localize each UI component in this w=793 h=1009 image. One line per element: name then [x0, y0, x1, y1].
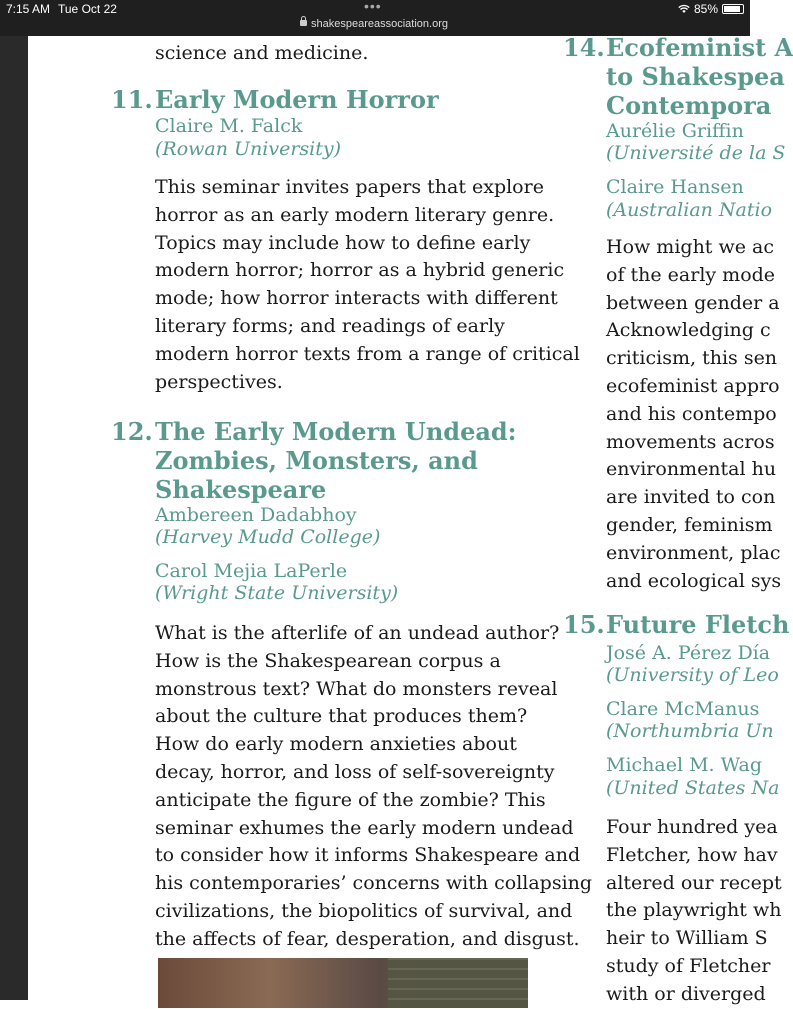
leader-affiliation: (United States Na: [606, 777, 780, 799]
lock-icon: [300, 20, 307, 26]
leader-affiliation: (Australian Natio: [606, 199, 773, 221]
leader-name: José A. Pérez Día: [606, 642, 771, 664]
top-fragment: science and medicine.: [155, 42, 369, 64]
more-dots-icon[interactable]: •••: [364, 0, 382, 14]
left-edge-bar: [0, 36, 28, 1000]
seminar-description: Four hundred yea Fletcher, how hav altered our recept the playwright wh heir to William S study of Fletcher with or diverged: [606, 816, 782, 1005]
leader-affiliation: (Harvey Mudd College): [155, 526, 381, 548]
leader-name: Ambereen Dadabhoy: [155, 504, 357, 526]
wifi-icon: [678, 4, 690, 14]
seminar-title: The Early Modern Undead: Zombies, Monsters, and Shakespeare: [155, 417, 517, 504]
status-right: [678, 2, 744, 16]
seminar-number: 12.: [111, 417, 153, 446]
leader-affiliation: (Northumbria Un: [606, 720, 774, 742]
battery-percent: 85%: [693, 2, 718, 16]
seminar-title: Ecofeminist A to Shakespea Contempora: [606, 33, 793, 120]
seminar-description: How might we ac of the early mode between gender a Acknowledging c criticism, this sen ecofeminist appro and his contempo movements acros environmental hu are invited to con gender, feminism environment, plac and ecological sys: [606, 236, 782, 592]
url-text: shakespeareassociation.org: [311, 18, 448, 30]
seminar-description: What is the afterlife of an undead author? How is the Shakespearean corpus a monstrous text? What do monsters reveal about the culture that produces them? How do early modern anxieties about decay, horror, and loss of self-sovereignty anticipate the figure of the zombie? This seminar exhumes the early modern undead to consider how it informs Shakespeare and his contemporaries’ concerns with collapsing civilizations, the biopolitics of survival, and the affects of fear, desperation, and disgust.: [155, 622, 593, 950]
seminar-photo: [158, 958, 528, 1008]
leader-affiliation: (University of Leo: [606, 664, 779, 686]
seminar-title: Future Fletch: [606, 610, 790, 639]
battery-icon: [722, 4, 744, 14]
seminar-number: 14.: [563, 33, 605, 62]
seminar-description: This seminar invites papers that explore horror as an early modern literary genre. Topics may include how to define early modern horror; horror as a hybrid generic mode; how horror interacts with different literary forms; and readings of early modern horror texts from a range of critical perspectives.: [155, 176, 580, 393]
status-time: 7:15 AM: [6, 2, 51, 16]
leader-name: Claire Hansen: [606, 176, 744, 198]
seminar-title: Early Modern Horror: [155, 85, 439, 114]
seminar-number: 15.: [563, 610, 605, 639]
seminar-number: 11.: [111, 85, 153, 114]
leader-name: Aurélie Griffin: [606, 120, 744, 142]
page-content[interactable]: [28, 33, 793, 1005]
leader-affiliation: (Rowan University): [155, 138, 342, 160]
leader-name: Michael M. Wag: [606, 754, 762, 776]
leader-affiliation: (Université de la S: [606, 142, 786, 164]
leader-affiliation: (Wright State University): [155, 582, 399, 604]
status-bar: [0, 0, 750, 36]
url-address[interactable]: [300, 18, 448, 30]
status-date: Tue Oct 22: [58, 2, 117, 16]
leader-name: Carol Mejia LaPerle: [155, 560, 348, 582]
leader-name: Claire M. Falck: [155, 115, 303, 137]
leader-name: Clare McManus: [606, 698, 760, 720]
